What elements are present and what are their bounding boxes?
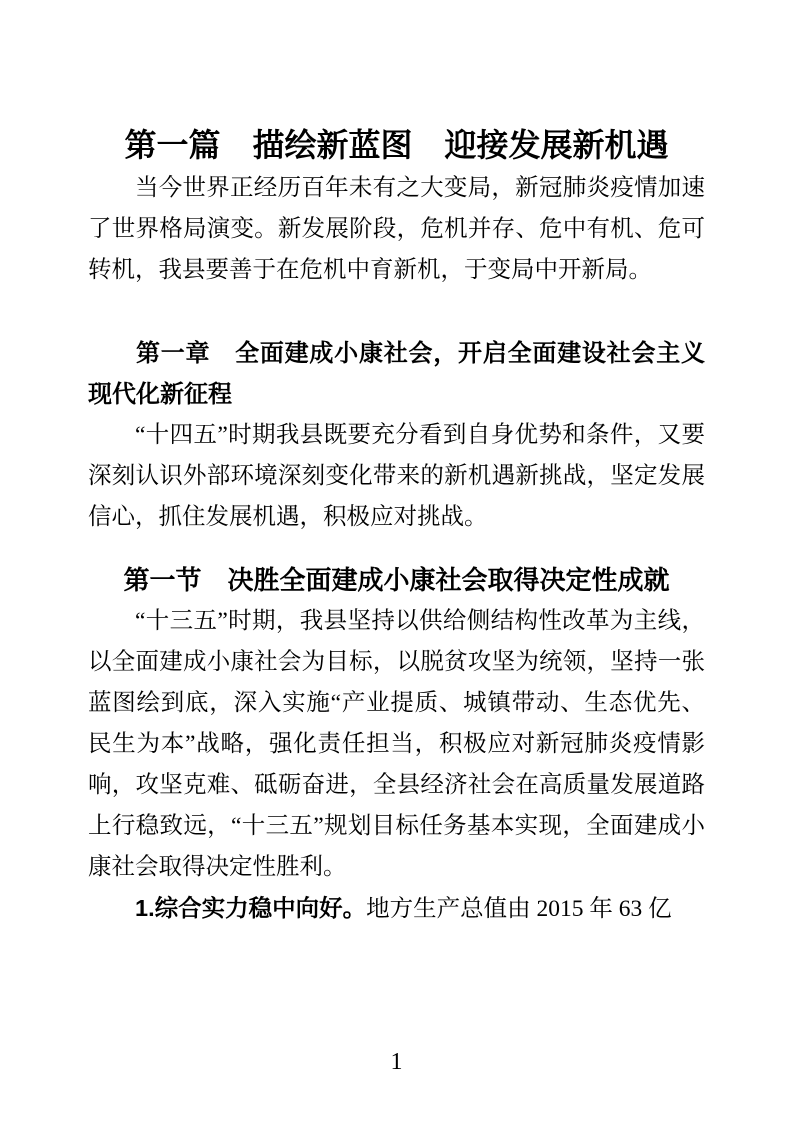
part-title: 第一篇 描绘新蓝图 迎接发展新机遇 <box>124 127 669 163</box>
paragraph-item-1-text: 地方生产总值由 2015 年 63 亿 <box>366 896 672 922</box>
paragraph-item-1 <box>88 888 705 929</box>
page-number: 1 <box>390 1049 403 1075</box>
paragraph-part-intro: 当今世界正经历百年未有之大变局，新冠肺炎疫情加速了世界格局演变。新发展阶段，危机并存、危中有机、危可转机，我县要善于在危机中育新机，于变局中开新局。 <box>88 175 705 283</box>
section-heading: 第一节 决胜全面建成小康社会取得决定性成就 <box>123 565 670 595</box>
paragraph-achievements: “十三五”时期，我县坚持以供给侧结构性改革为主线，以全面建成小康社会为目标，以脱贫攻坚为统领，坚持一张蓝图绘到底，深入实施“产业提质、城镇带动、生态优先、民生为本”战略，强化责任担当，积极应对新冠肺炎疫情影响，攻坚克难、砥砺奋进，全县经济社会在高质量发展道路上行稳致远，“十三五”规划目标任务基本实现，全面建成小康社会取得决定性胜利。 <box>88 608 705 880</box>
chapter-heading: 第一章 全面建成小康社会，开启全面建设社会主义现代化新征程 <box>88 340 705 408</box>
paragraph-chapter-intro: “十四五”时期我县既要充分看到自身优势和条件，又要深刻认识外部环境深刻变化带来的新机遇新挑战，坚定发展信心，抓住发展机遇，积极应对挑战。 <box>88 422 705 530</box>
paragraph-item-1-lead: 1.综合实力稳中向好。 <box>135 895 367 921</box>
